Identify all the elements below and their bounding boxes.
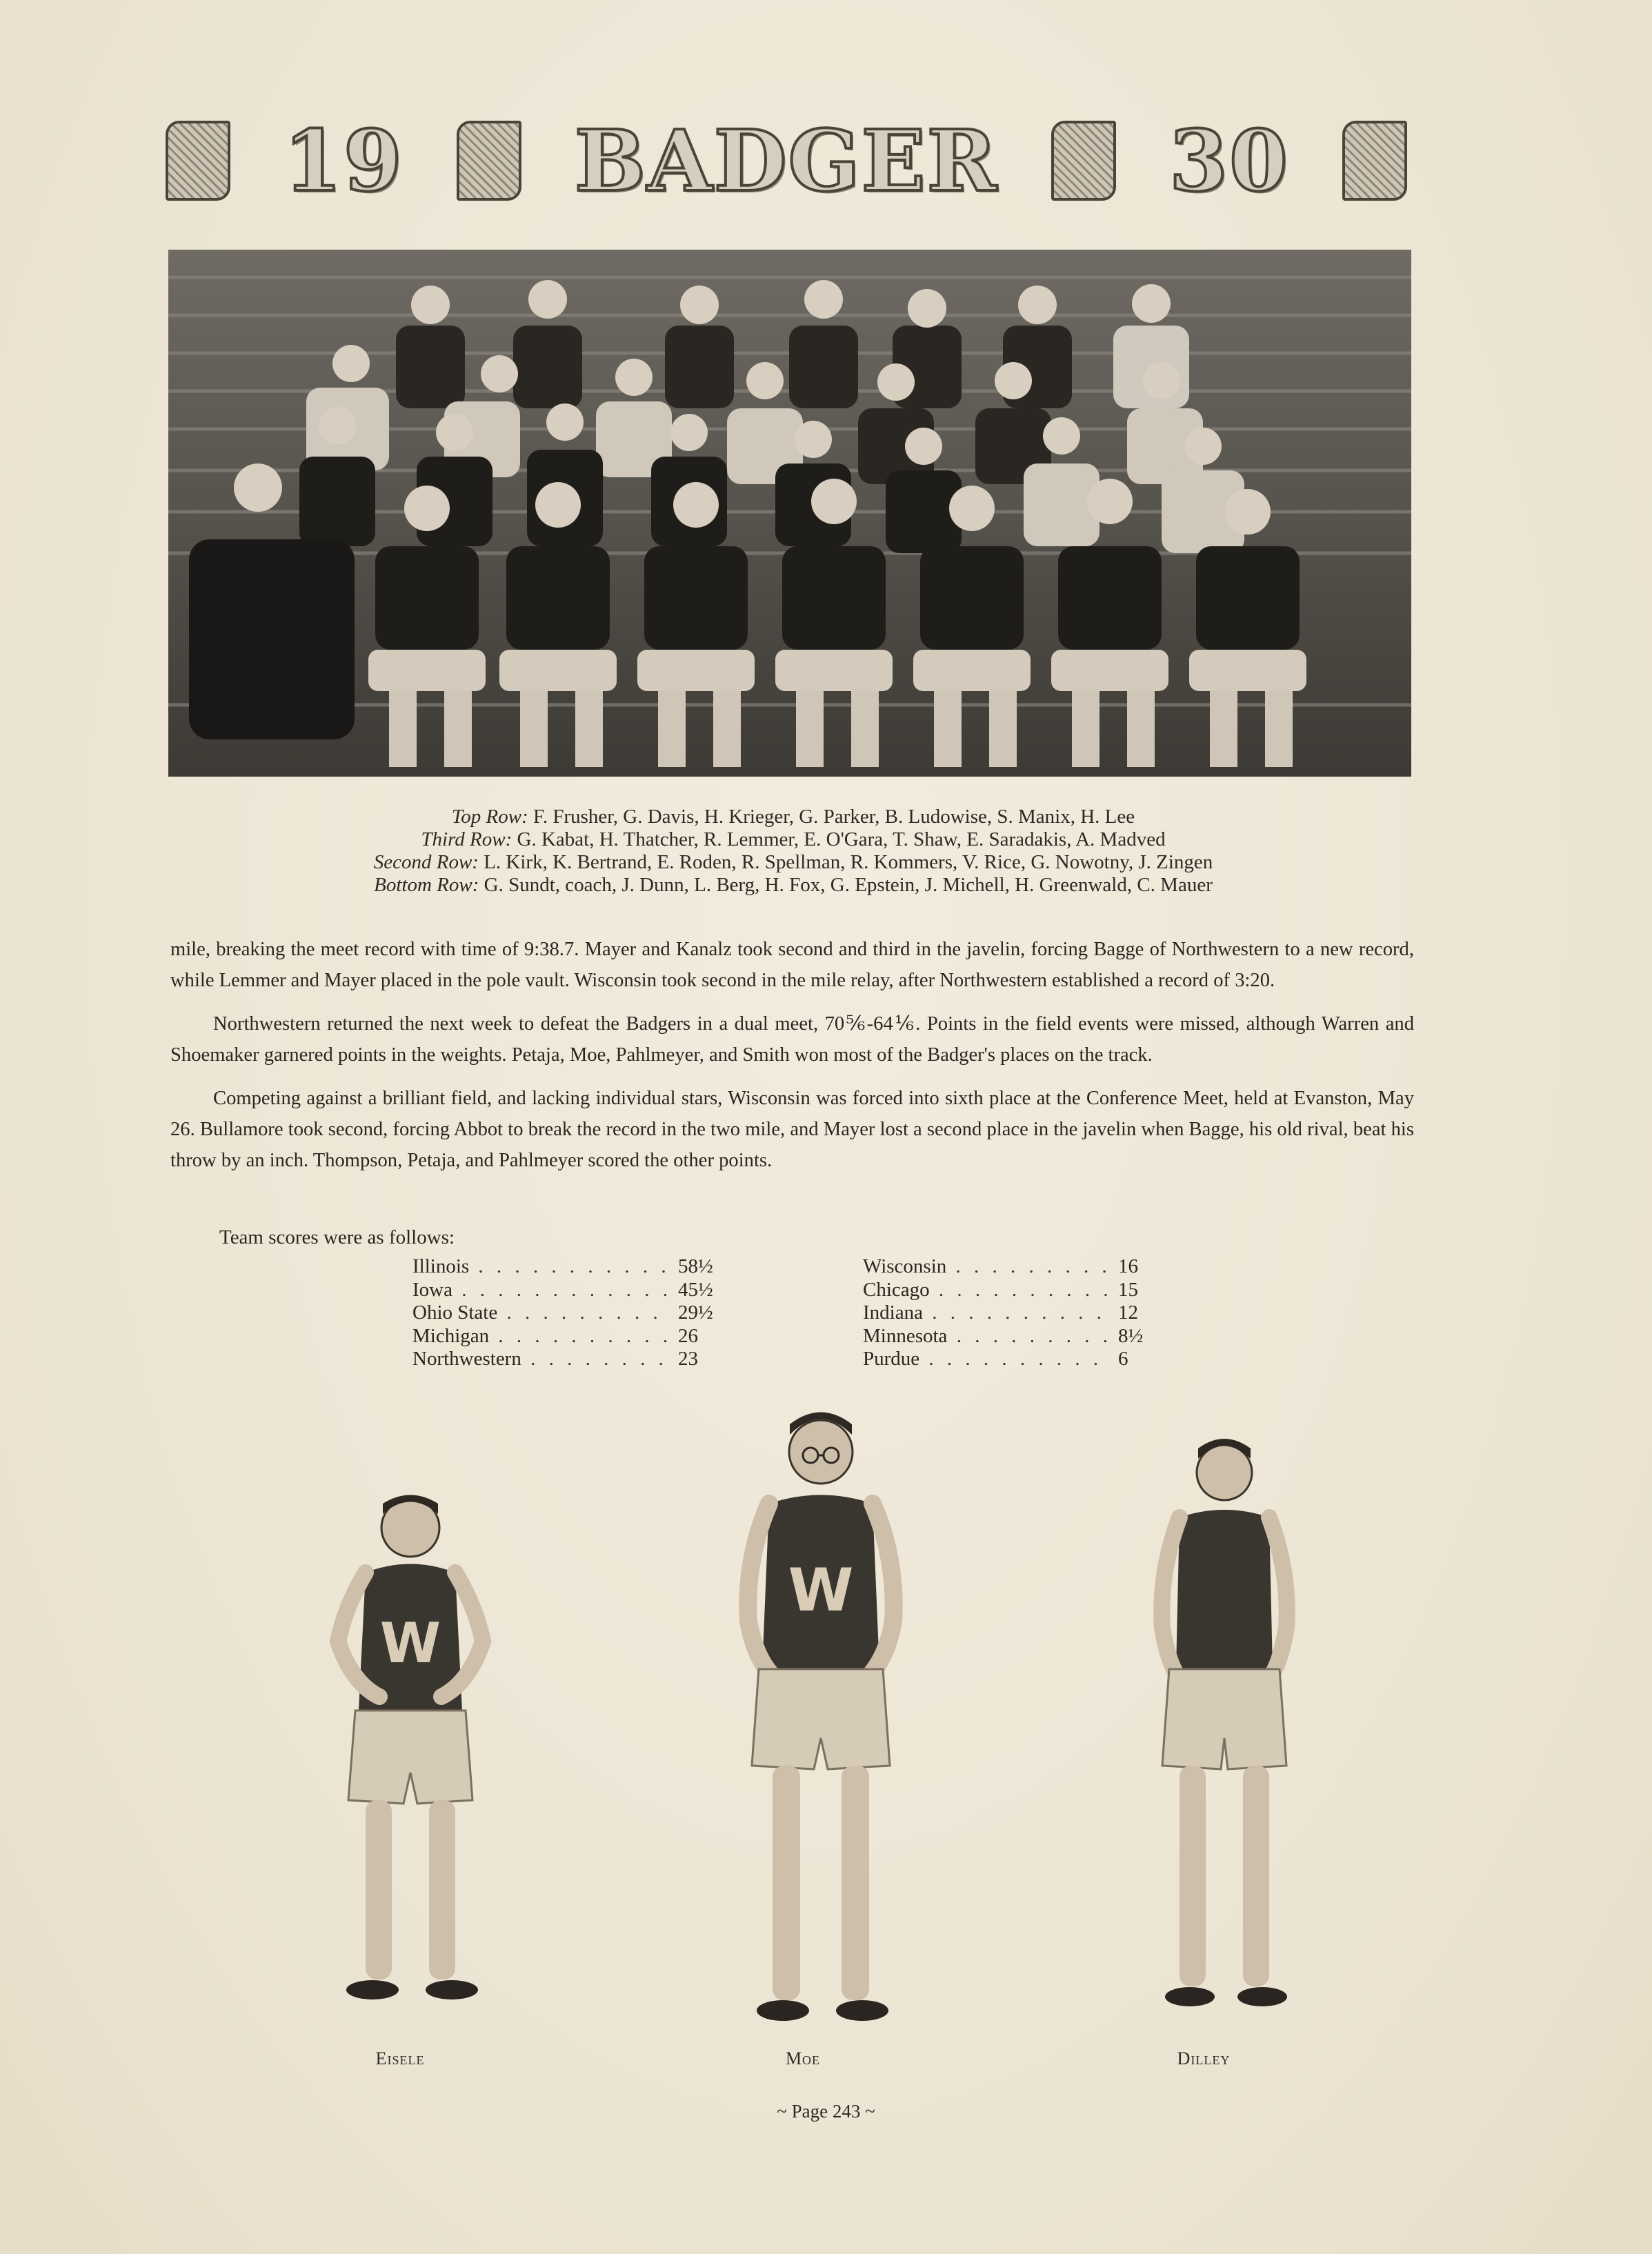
score-row	[412, 1348, 719, 1371]
score-team: Minnesota . . .	[863, 1325, 1110, 1348]
caption-row	[207, 806, 1380, 828]
score-points: 15	[1118, 1278, 1138, 1301]
score-points: 12	[1118, 1301, 1138, 1324]
athlete-portrait-dilley	[1131, 1421, 1317, 2028]
score-points: 23	[678, 1348, 698, 1370]
score-points: 29½	[678, 1301, 713, 1324]
caption-row-label: Bottom Row:	[374, 874, 479, 896]
score-row	[412, 1301, 719, 1325]
score-row	[412, 1255, 719, 1279]
ornament-icon	[166, 121, 230, 201]
score-row	[863, 1325, 1160, 1348]
jersey-letter: W	[788, 1556, 854, 1625]
score-points: 26	[678, 1324, 698, 1347]
score-team: Illinois . . .	[412, 1255, 670, 1279]
score-team: Purdue . . .	[863, 1348, 1110, 1371]
team-group-photo	[168, 250, 1411, 777]
article-paragraph: mile, breaking the meet record with time of 9:38.7. Mayer and Kanalz took second and third in the javelin, forcing Bagge of Northwestern to a new record, while Lemmer and Mayer placed in the pole vault. Wisconsin took second in the mile relay, after Northwestern established a record of 3:20.	[170, 939, 1414, 991]
score-points: 8½	[1118, 1324, 1144, 1347]
score-row	[863, 1255, 1160, 1279]
group-photo-caption	[207, 806, 1380, 897]
score-row	[863, 1348, 1160, 1371]
score-points: 6	[1118, 1348, 1128, 1370]
score-row	[412, 1279, 719, 1302]
page-number: ~ Page 243 ~	[777, 2101, 875, 2122]
title-year-right: 30	[1169, 110, 1289, 210]
ornament-icon	[457, 121, 521, 201]
article-paragraph: Northwestern returned the next week to defeat the Badgers in a dual meet, 70⅚-64⅙. Points in the field events were missed, although Warren and Shoemaker garnered points in the weights. Petaja, Moe, Pahlmeyer, and Smith won most of the Badger's places on the track.	[170, 1013, 1414, 1066]
caption-row-names: G. Sundt, coach, J. Dunn, L. Berg, H. Fox, G. Epstein, J. Michell, H. Greenwald, C. Mauer	[484, 874, 1213, 896]
yearbook-title-banner	[166, 110, 1407, 210]
caption-row	[207, 851, 1380, 874]
portrait-name-moe: Moe	[785, 2048, 821, 2068]
caption-row-names: G. Kabat, H. Thatcher, R. Lemmer, E. O'Gara, T. Shaw, E. Saradakis, A. Madved	[517, 828, 1166, 850]
title-year-left: 19	[283, 110, 404, 210]
score-team: Chicago . . .	[863, 1279, 1110, 1302]
score-team: Indiana . . .	[863, 1301, 1110, 1325]
caption-row-label: Third Row:	[421, 828, 512, 850]
caption-row-label: Top Row:	[451, 806, 528, 828]
scores-column-left	[412, 1255, 719, 1371]
ornament-icon	[1342, 121, 1407, 201]
caption-row-names: L. Kirk, K. Bertrand, E. Roden, R. Spellman, R. Kommers, V. Rice, G. Nowotny, J. Zingen	[484, 851, 1213, 873]
title-word: BADGER	[574, 110, 999, 210]
article-body	[170, 934, 1414, 1188]
score-team: Wisconsin . . .	[863, 1255, 1110, 1279]
score-points: 58½	[678, 1255, 713, 1277]
portrait-name-eisele: Eisele	[375, 2048, 425, 2068]
article-paragraph: Competing against a brilliant field, and lacking individual stars, Wisconsin was forced into sixth place at the Conference Meet, held at Evanston, May 26. Bullamore took second, forcing Abbot to break the record in the two mile, and Mayer lost a second place in the javelin when Bagge, his old rival, beat his throw by an inch. Thompson, Petaja, and Pahlmeyer scored the other points.	[170, 1088, 1414, 1171]
athlete-portrait-moe	[717, 1393, 924, 2042]
ornament-icon	[1051, 121, 1116, 201]
caption-row-names: F. Frusher, G. Davis, H. Krieger, G. Parker, B. Ludowise, S. Manix, H. Lee	[533, 806, 1135, 828]
caption-row	[207, 874, 1380, 897]
portrait-name-dilley: Dilley	[1177, 2048, 1231, 2068]
scores-intro: Team scores were as follows:	[219, 1226, 455, 1248]
score-points: 45½	[678, 1278, 713, 1301]
jersey-letter: W	[379, 1611, 441, 1675]
score-points: 16	[1118, 1255, 1138, 1277]
score-team: Michigan . . .	[412, 1325, 670, 1348]
score-row	[412, 1325, 719, 1348]
score-row	[863, 1279, 1160, 1302]
score-team: Ohio State . . .	[412, 1301, 670, 1325]
score-team: Northwestern . . .	[412, 1348, 670, 1371]
scores-column-right	[863, 1255, 1160, 1371]
caption-row-label: Second Row:	[373, 851, 479, 873]
score-row	[863, 1301, 1160, 1325]
athlete-portrait-eisele	[303, 1476, 517, 2028]
score-team: Iowa . . .	[412, 1279, 670, 1302]
caption-row	[207, 828, 1380, 851]
